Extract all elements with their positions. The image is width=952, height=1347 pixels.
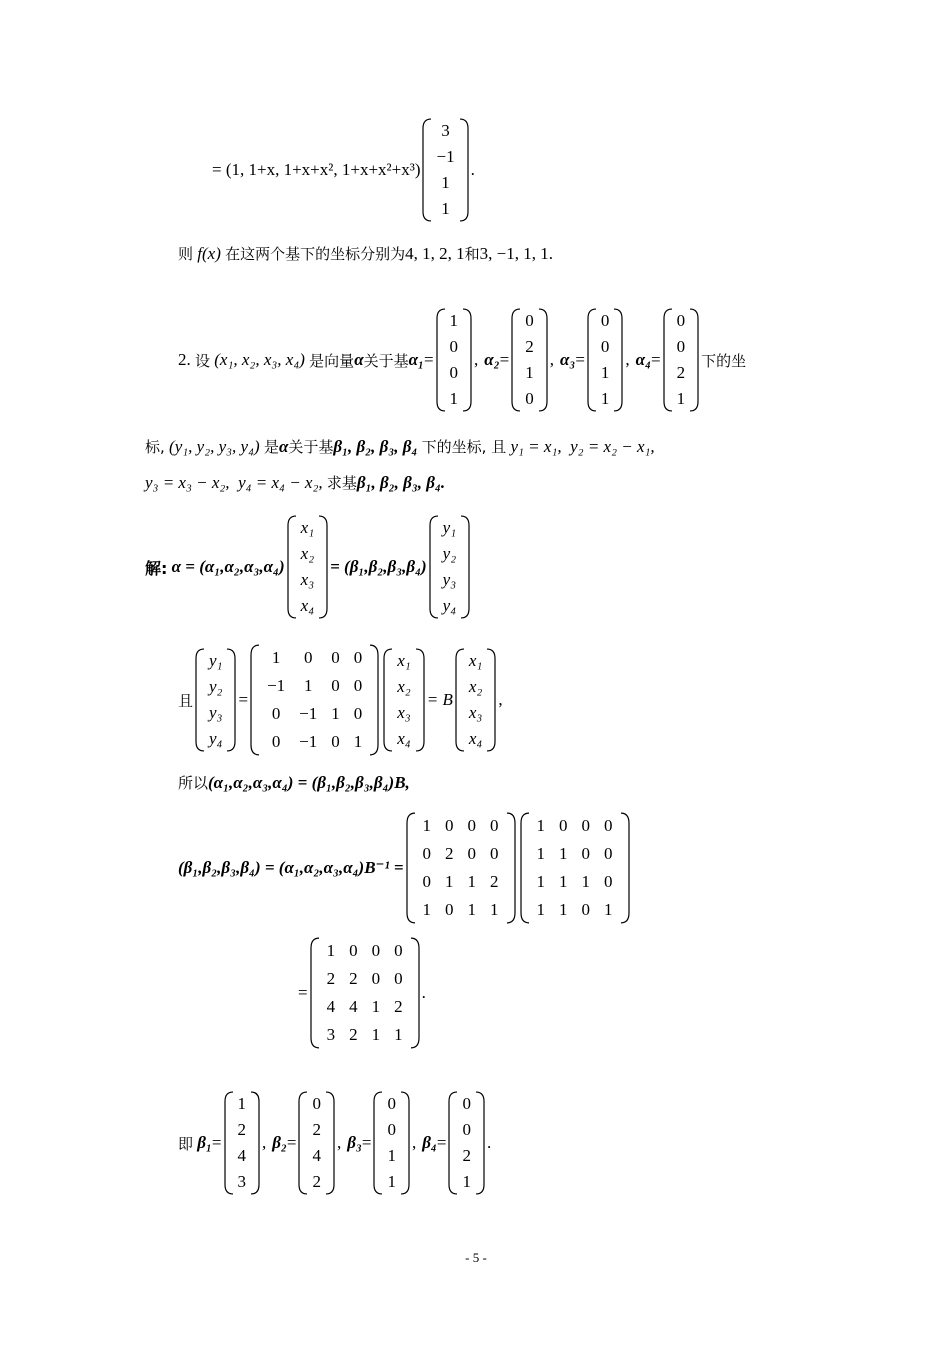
matrix-cell: x₁	[468, 651, 483, 670]
matrix-cell: 0	[422, 872, 432, 891]
matrix-cell: 1	[387, 1146, 396, 1165]
matrix-cell: 0	[349, 941, 358, 960]
solution-result: = 1 0 0 0 2 2 0 0 4 4 1 2 3 2 1 1 .	[298, 937, 426, 1049]
matrix-cell: −1	[299, 704, 318, 723]
alpha-vector-4	[663, 308, 700, 412]
matrix-cell: y₁	[442, 518, 457, 537]
matrix-cell: 0	[271, 704, 281, 723]
solution-final-betas: 即 β₁ = 1 2 4 3 , β₂ = 0 2 4 2 , β₃ = 0 0 1 1 , β₄ = 0 0 2 1 .	[178, 1091, 491, 1195]
matrix-cell: 1	[422, 900, 432, 919]
matrix-cell: 1	[445, 872, 454, 891]
matrix-cell: 0	[525, 311, 534, 330]
matrix-cell: 0	[604, 844, 613, 863]
matrix-cell: 2	[525, 337, 534, 356]
matrix-cell: 0	[581, 844, 591, 863]
matrix-cell: 0	[312, 1094, 321, 1113]
matrix-cell: 1	[441, 199, 450, 218]
matrix-cell: x₁	[397, 651, 411, 670]
matrix-cell: 1	[462, 1172, 471, 1191]
matrix-cell: x₃	[397, 703, 411, 722]
matrix-cell: 2	[445, 844, 454, 863]
matrix-cell: y₃	[209, 703, 223, 722]
matrix-cell: 1	[676, 389, 686, 408]
intro-conclusion: 则 f(x) 在这两个基下的坐标分别为 4, 1, 2, 1 和 3, −1, 1, 1.	[178, 243, 553, 263]
beta-vector-2	[298, 1091, 335, 1195]
matrix-cell: 0	[271, 732, 281, 751]
intro-equation-lhs: = (1, 1+x, 1+x+x², 1+x+x²+x³)	[212, 160, 421, 179]
matrix-cell: 0	[331, 732, 340, 751]
matrix-cell: 0	[525, 389, 534, 408]
matrix-cell: 0	[394, 941, 403, 960]
matrix-cell: 0	[331, 648, 340, 667]
matrix-cell: −1	[436, 147, 455, 166]
matrix-cell: 2	[676, 363, 686, 382]
matrix-cell: 0	[581, 816, 591, 835]
matrix-cell: 1	[467, 900, 477, 919]
matrix-cell: 1	[326, 941, 336, 960]
matrix-cell: 1	[331, 704, 340, 723]
matrix-cell: x₃	[300, 570, 315, 589]
matrix-cell: 0	[445, 816, 454, 835]
matrix-cell: −1	[267, 676, 286, 695]
alpha-label-3: α₃	[559, 350, 576, 369]
matrix-cell: x₁	[300, 518, 315, 537]
matrix-cell: 0	[422, 844, 432, 863]
matrix-cell: y₄	[442, 596, 457, 615]
matrix-cell: 1	[467, 872, 477, 891]
matrix-cell: −1	[299, 732, 318, 751]
beta-label-4: β₄	[422, 1133, 437, 1152]
matrix-cell: 4	[237, 1146, 246, 1165]
matrix-cell: x₄	[468, 729, 483, 748]
matrix-cell: 0	[600, 311, 610, 330]
matrix-cell: 1	[581, 872, 591, 891]
problem-statement-line2: 标, (y₁, y₂, y₃, y₄) 是 α 关于基 β₁, β₂, β₃, β₄ 下的坐标, 且 y₁ = x₁, y₂ = x₂ − x₁,	[145, 436, 655, 456]
beta-basis-vectors: β₁ = 1 2 4 3 , β₂ = 0 2 4 2 , β₃ = 0 0 1 1 , β₄ = 0 0 2 1 .	[197, 1091, 491, 1195]
solution-beta-computation: (β₁,β₂,β₃,β₄) = (α₁,α₂,α₃,α₄)B⁻¹ = 1 0 0 0 0 2 0 0 0 1 1 2 1 0 1 1 1 0 0 0 1 1 0 0 1 1 1 0 1 1 0 1	[178, 812, 632, 924]
matrix-cell: y₂	[442, 544, 457, 563]
B-inverse-matrix	[520, 812, 630, 924]
alpha-vector-2	[511, 308, 548, 412]
matrix-cell: 0	[676, 337, 686, 356]
alpha-label-1: α₁	[408, 350, 424, 369]
matrix-cell: 2	[237, 1120, 246, 1139]
matrix-cell: 2	[394, 997, 403, 1016]
alpha-vector-1	[436, 308, 473, 412]
matrix-cell: 1	[271, 648, 281, 667]
A-matrix	[406, 812, 516, 924]
beta-vector-1	[224, 1091, 261, 1195]
matrix-cell: 0	[604, 816, 613, 835]
matrix-cell: 2	[326, 969, 336, 988]
matrix-cell: 0	[331, 676, 340, 695]
alpha-label-4: α₄	[635, 350, 652, 369]
solution-transform-equation: 且 y₁ y₂ y₃ y₄ = 1 0 0 0 −1 1 0 0 0 −1 1 0 0 −1 0 1 x₁ x₂ x₃ x₄ = B x₁ x₂ x₃ x₄ ,	[178, 644, 503, 756]
matrix-cell: 1	[600, 389, 610, 408]
matrix-cell: x₃	[468, 703, 483, 722]
matrix-cell: 1	[303, 676, 313, 695]
matrix-cell: 0	[353, 704, 363, 723]
matrix-cell: 2	[462, 1146, 471, 1165]
matrix-cell: 0	[604, 872, 613, 891]
matrix-cell: 0	[467, 816, 477, 835]
matrix-cell: 1	[559, 844, 568, 863]
matrix-cell: 3	[326, 1025, 336, 1044]
matrix-cell: 0	[462, 1120, 471, 1139]
matrix-cell: 1	[600, 363, 610, 382]
matrix-cell: 0	[449, 363, 459, 382]
matrix-cell: 3	[441, 121, 450, 140]
intro-equation: = (1, 1+x, 1+x+x², 1+x+x²+x³) 3 −1 1 1 .	[212, 118, 475, 222]
beta-vector-3	[373, 1091, 410, 1195]
beta-label-1: β₁	[197, 1133, 212, 1152]
matrix-cell: 0	[676, 311, 686, 330]
alpha-vector-3	[587, 308, 624, 412]
result-matrix	[310, 937, 420, 1049]
B-matrix	[250, 644, 379, 756]
matrix-cell: 0	[353, 648, 363, 667]
matrix-cell: 0	[387, 1120, 396, 1139]
matrix-cell: x₂	[300, 544, 315, 563]
matrix-cell: 0	[490, 816, 499, 835]
matrix-cell: 1	[490, 900, 499, 919]
solution-alpha-equation: 解: α = (α₁,α₂,α₃,α₄) x₁ x₂ x₃ x₄ = (β₁,β₂,β₃,β₄) y₁ y₂ y₃ y₄	[145, 515, 472, 619]
matrix-cell: x₂	[468, 677, 483, 696]
matrix-cell: 0	[387, 1094, 396, 1113]
y-vector	[429, 515, 470, 619]
matrix-cell: 2	[312, 1172, 321, 1191]
matrix-cell: 1	[536, 872, 546, 891]
matrix-cell: 0	[303, 648, 313, 667]
matrix-cell: 4	[312, 1146, 321, 1165]
x-vector	[287, 515, 328, 619]
matrix-cell: 1	[394, 1025, 403, 1044]
beta-label-2: β₂	[272, 1133, 287, 1152]
matrix-cell: 1	[536, 844, 546, 863]
matrix-cell: 1	[371, 997, 381, 1016]
matrix-cell: 1	[559, 900, 568, 919]
matrix-cell: 2	[490, 872, 499, 891]
matrix-cell: y₃	[442, 570, 457, 589]
problem-statement-line1: 2. 设 (x₁, x₂, x₃, x₄) 是向量 α 关于基 α₁ = 1 0 0 1 , α₂ = 0 2 1 0 , α₃ = 0 0 1 1 , α₄ = 0 0 2 1 下的坐	[178, 308, 746, 412]
alpha-label-2: α₂	[484, 350, 500, 369]
beta-vector-4	[448, 1091, 485, 1195]
matrix-cell: 1	[237, 1094, 246, 1113]
matrix-cell: 2	[312, 1120, 321, 1139]
y-vector-2	[195, 648, 236, 752]
matrix-cell: 0	[467, 844, 477, 863]
matrix-cell: 0	[449, 337, 459, 356]
matrix-cell: 0	[600, 337, 610, 356]
x-vector-3	[455, 648, 496, 752]
matrix-cell: 1	[441, 173, 450, 192]
matrix-cell: 3	[237, 1172, 246, 1191]
matrix-cell: x₄	[397, 729, 411, 748]
intro-vector	[422, 118, 468, 222]
matrix-cell: 0	[581, 900, 591, 919]
matrix-cell: 1	[371, 1025, 381, 1044]
matrix-cell: 1	[353, 732, 363, 751]
matrix-cell: 1	[387, 1172, 396, 1191]
matrix-cell: 0	[445, 900, 454, 919]
matrix-cell: 0	[490, 844, 499, 863]
matrix-cell: 0	[394, 969, 403, 988]
matrix-cell: 2	[349, 1025, 358, 1044]
matrix-cell: 0	[462, 1094, 471, 1113]
matrix-cell: 4	[349, 997, 358, 1016]
matrix-cell: 0	[371, 969, 381, 988]
matrix-cell: 1	[604, 900, 613, 919]
matrix-cell: 1	[525, 363, 534, 382]
alpha-basis-vectors: α₁ = 1 0 0 1 , α₂ = 0 2 1 0 , α₃ = 0 0 1 1 , α₄ = 0 0 2 1	[409, 308, 702, 412]
beta-label-3: β₃	[347, 1133, 362, 1152]
matrix-cell: 2	[349, 969, 358, 988]
matrix-cell: x₂	[397, 677, 411, 696]
matrix-cell: 1	[449, 389, 459, 408]
x-vector-2	[383, 648, 424, 752]
matrix-cell: 1	[449, 311, 459, 330]
matrix-cell: 1	[536, 816, 546, 835]
matrix-cell: x₄	[300, 596, 315, 615]
matrix-cell: 0	[559, 816, 568, 835]
matrix-cell: y₂	[209, 677, 223, 696]
matrix-cell: 0	[353, 676, 363, 695]
matrix-cell: y₁	[209, 651, 223, 670]
matrix-cell: 1	[559, 872, 568, 891]
matrix-cell: 1	[536, 900, 546, 919]
matrix-cell: 0	[371, 941, 381, 960]
solution-so-line: 所以 (α₁,α₂,α₃,α₄) = (β₁,β₂,β₃,β₄)B,	[178, 772, 410, 792]
matrix-cell: 4	[326, 997, 336, 1016]
matrix-cell: y₄	[209, 729, 223, 748]
page-number: - 5 -	[465, 1250, 487, 1265]
problem-statement-line3: y₃ = x₃ − x₂, y₄ = x₄ − x₂, 求基 β₁, β₂, β₃, β₄.	[145, 472, 446, 492]
matrix-cell: 1	[422, 816, 432, 835]
